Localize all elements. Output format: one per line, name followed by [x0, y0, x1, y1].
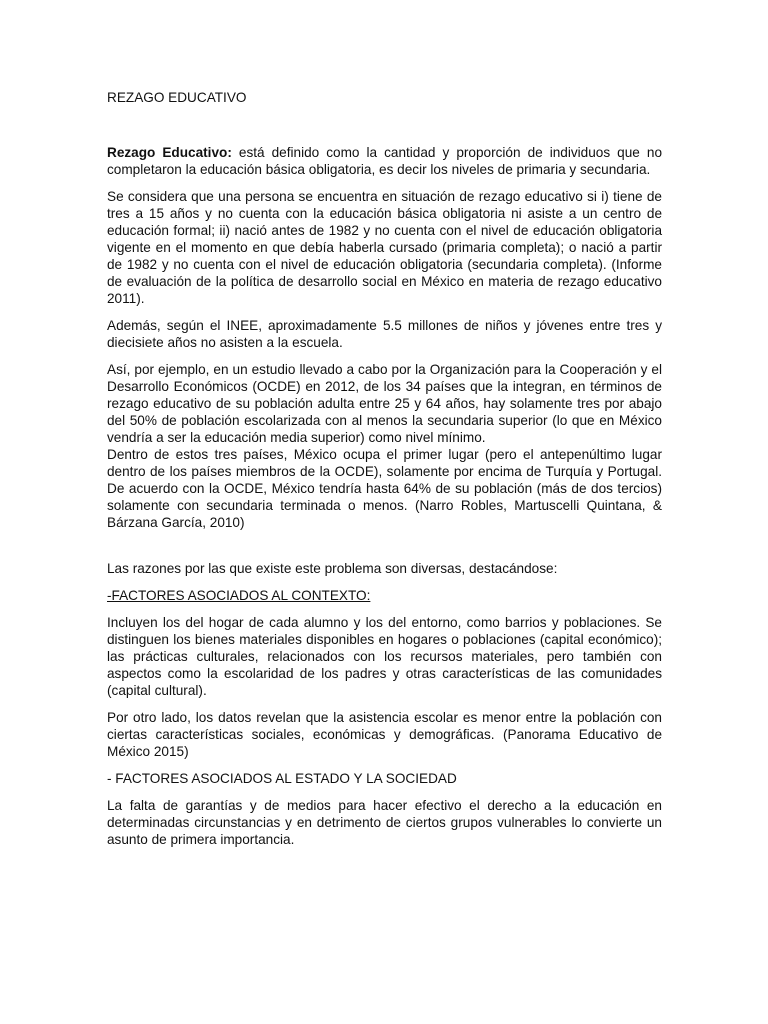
paragraph-ocde-study: Así, por ejemplo, en un estudio llevado a cabo por la Organización para la Cooperación y el Desarrollo Económicos (OCDE) en 2012, de los 34 países que la integran, en términos de rezago educativo de su población adulta entre 25 y 64 años, hay solamente tres por abajo del 50% de población escolarizada con al menos la secundaria superior (lo que en México vendría a ser la educación media superior) como nivel mínimo.: [107, 362, 662, 445]
paragraph-guarantees: La falta de garantías y de medios para hacer efectivo el derecho a la educación en determinadas circunstancias y en detrimento de ciertos grupos vulnerables lo convierte un asunto de primera importancia.: [107, 798, 662, 847]
paragraph-mexico-ranking: Dentro de estos tres países, México ocupa el primer lugar (pero el antepenúltimo lugar dentro de los países miembros de la OCDE), solamente por encima de Turquía y Portugal. De acuerdo con la OCDE, México tendría hasta 64% de su población (más de dos tercios) solamente con secundaria terminada o menos. (Narro Robles, Martuscelli Quintana, & Bárzana García, 2010): [107, 447, 662, 530]
definition-paragraph: [107, 144, 662, 178]
document-page: [107, 89, 662, 858]
heading-context-label: -FACTORES ASOCIADOS AL CONTEXTO:: [107, 588, 371, 603]
paragraph-reasons: Las razones por las que existe este problema son diversas, destacándose:: [107, 561, 558, 576]
paragraph-attendance: Por otro lado, los datos revelan que la asistencia escolar es menor entre la población con ciertas características sociales, económicas y demográficas. (Panorama Educativo de México 2015): [107, 710, 662, 759]
heading-context-factors: [107, 587, 662, 604]
definition-term: Rezago Educativo:: [107, 145, 232, 160]
paragraph-context: Incluyen los del hogar de cada alumno y los del entorno, como barrios y poblaciones. Se distinguen los bienes materiales disponibles en hogares o poblaciones (capital económico); las prácticas culturales, relacionados con los recursos materiales, pero también con aspectos como la escolaridad de los padres y otras características de las comunidades (capital cultural).: [107, 615, 662, 698]
document-title: REZAGO EDUCATIVO: [107, 90, 247, 105]
paragraph-criteria: Se considera que una persona se encuentra en situación de rezago educativo si i) tiene de tres a 15 años y no cuenta con la educación básica obligatoria ni asiste a un centro de educación formal; ii) nació antes de 1982 y no cuenta con el nivel de educación obligatoria vigente en el momento en que debía haberla cursado (primaria completa); o nació a partir de 1982 y no cuenta con el nivel de educación obligatoria (secundaria completa). (Informe de evaluación de la política de desarrollo social en México en materia de rezago educativo 2011).: [107, 189, 662, 306]
definition-text: está definido como la cantidad y proporción de individuos que no completaron la educación básica obligatoria, es decir los niveles de primaria y secundaria.: [107, 145, 663, 177]
heading-state-factors: - FACTORES ASOCIADOS AL ESTADO Y LA SOCIEDAD: [107, 771, 457, 786]
paragraph-inee: Además, según el INEE, aproximadamente 5.5 millones de niños y jóvenes entre tres y diecisiete años no asisten a la escuela.: [107, 318, 662, 350]
